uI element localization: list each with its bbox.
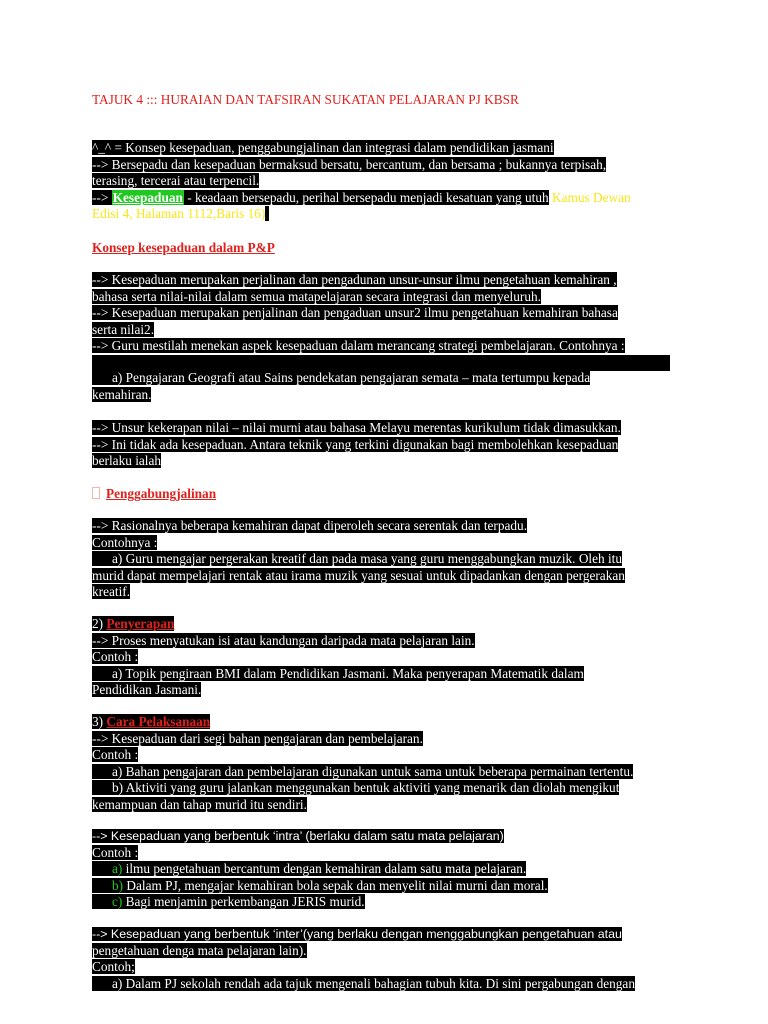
- penggabungjalinan-p3c: kreatif.: [92, 584, 131, 599]
- pelaksanaan-p2: Contoh :: [92, 747, 139, 762]
- pelaksanaan-heading: Cara Pelaksanaan: [106, 714, 211, 729]
- pelaksanaan-p4b: kemampuan dan tahap murid itu sendiri.: [92, 796, 307, 812]
- konsep-p3: --> Guru mestilah menekan aspek kesepaduan dalam merancang strategi pembelajaran. Contohnya :: [92, 338, 625, 353]
- konsep-p6: --> Ini tidak ada kesepaduan. Antara teknik yang terkini digunakan bagi membolehkan kesepaduan: [92, 436, 619, 452]
- intro-line-2: --> Bersepadu dan kesepaduan bermaksud bersatu, bercantum, dan bersama ; bukannya terpisah,: [92, 156, 607, 172]
- konsep-p2b: serta nilai2.: [92, 321, 155, 337]
- konsep-p4: a) Pengajaran Geografi atau Sains pendekatan pengajaran semata – mata tertumpu kepada: [92, 370, 590, 385]
- penggabungjalinan-p3: a) Guru mengajar pergerakan kreatif dan pada masa yang guru menggabungkan muzik. Oleh itu: [92, 551, 622, 566]
- konsep-p2: --> Kesepaduan merupakan penjalinan dan pengaduan unsur2 ilmu pengetahuan kemahiran bahasa: [92, 305, 618, 320]
- penyerapan-block: [92, 616, 672, 699]
- penyerapan-p1: --> Proses menyatukan isi atau kandungan daripada mata pelajaran lain.: [92, 632, 475, 648]
- konsep-p5: --> Unsur kekerapan nilai – nilai murni atau bahasa Melayu merentas kurikulum tidak dimasukkan.: [92, 420, 621, 435]
- konsep-p1: --> Kesepaduan merupakan perjalinan dan pengadunan unsur-unsur ilmu pengetahuan kemahiran ,: [92, 272, 617, 287]
- inter-p1b: pengetahuan denga mata pelajaran lain).: [92, 942, 307, 958]
- penyerapan-p3b: Pendidikan Jasmani.: [92, 682, 202, 697]
- intra-c: Bagi menjamin perkembangan JERIS murid.: [125, 894, 365, 909]
- intra-b: Dalam PJ, mengajar kemahiran bola sepak dan menyelit nilai murni dan moral.: [126, 877, 548, 893]
- intro-line-1: ^_^ = Konsep kesepaduan, penggabungjalinan dan integrasi dalam pendidikan jasmani: [92, 140, 554, 155]
- intro-line-3: terasing, tercerai atau terpencil.: [92, 173, 260, 188]
- section-heading-konsep: Konsep kesepaduan dalam P&P: [92, 240, 275, 255]
- intro-arrow: -->: [92, 189, 112, 205]
- intra-p2: Contoh :: [92, 844, 139, 860]
- penggabungjalinan-p3b: murid dapat mempelajari rentak atau irama muzik yang sesuai untuk dipadankan dengan pergerakan: [92, 567, 625, 583]
- pelaksanaan-p3: a) Bahan pengajaran dan pembelajaran digunakan untuk sama untuk beberapa permainan tertentu.: [92, 764, 633, 779]
- konsep-block: [92, 272, 672, 359]
- inter-p2: Contoh;: [92, 959, 135, 974]
- intra-a-label: a): [112, 861, 126, 876]
- penyerapan-p2: Contoh :: [92, 649, 139, 664]
- intra-b-label: b): [112, 877, 127, 893]
- pelaksanaan-block: [92, 714, 672, 813]
- section-heading-penggabungjalinan: [92, 486, 216, 503]
- konsep-note: [92, 420, 672, 470]
- intro-block: [92, 140, 672, 223]
- inter-p3: a) Dalam PJ sekolah rendah ada tajuk mengenali bahagian tubuh kita. Di sini pergabungan dengan: [92, 976, 635, 991]
- penggabungjalinan-label: Penggabungjalinan: [106, 486, 217, 501]
- kamus-reference: Kamus Dewan: [548, 189, 631, 205]
- penggabungjalinan-p1: --> Rasionalnya beberapa kemahiran dapat diperoleh secara serentak dan terpadu.: [92, 518, 528, 533]
- penggabungjalinan-p2: Contohnya :: [92, 534, 158, 550]
- kamus-reference-cont: Edisi 4, Halaman 1112,Baris 16): [92, 206, 266, 221]
- document-title: TAJUK 4 ::: HURAIAN DAN TAFSIRAN SUKATAN PELAJARAN PJ KBSR: [92, 92, 519, 107]
- konsep-p4b: kemahiran.: [92, 386, 152, 402]
- penggabungjalinan-block: [92, 518, 672, 601]
- bullet-icon: [92, 487, 100, 499]
- kesepaduan-term: Kesepaduan: [112, 189, 183, 205]
- penyerapan-num: 2): [92, 616, 107, 631]
- intra-block: [92, 828, 672, 911]
- pelaksanaan-p1: --> Kesepaduan dari segi bahan pengajaran dan pembelajaran.: [92, 730, 423, 746]
- intra-p1: --> Kesepaduan yang berbentuk ‘intra’ (berlaku dalam satu mata pelajaran): [92, 829, 504, 843]
- konsep-p6b: berlaku ialah: [92, 453, 162, 468]
- pelaksanaan-p4: b) Aktiviti yang guru jalankan menggunakan bentuk aktiviti yang menarik dan diolah mengikut: [92, 780, 619, 795]
- intra-c-label: c): [112, 894, 126, 909]
- penyerapan-heading: Penyerapan: [106, 616, 175, 631]
- intra-a: ilmu pengetahuan bercantum dengan kemahiran dalam satu mata pelajaran.: [125, 861, 527, 876]
- inter-block: [92, 926, 672, 992]
- konsep-example: [92, 370, 672, 403]
- pelaksanaan-num: 3): [92, 714, 107, 729]
- penyerapan-p3: a) Topik pengiraan BMI dalam Pendidikan Jasmani. Maka penyerapan Matematik dalam: [92, 666, 584, 681]
- konsep-p1b: bahasa serta nilai-nilai dalam semua matapelajaran secara integrasi dan menyeluruh.: [92, 288, 541, 304]
- kesepaduan-definition: - keadaan bersepadu, perihal bersepadu menjadi kesatuan yang utuh: [183, 189, 549, 205]
- inter-p1: --> Kesepaduan yang berbentuk ‘inter’(yang berlaku dengan menggabungkan pengetahuan atau: [92, 927, 622, 941]
